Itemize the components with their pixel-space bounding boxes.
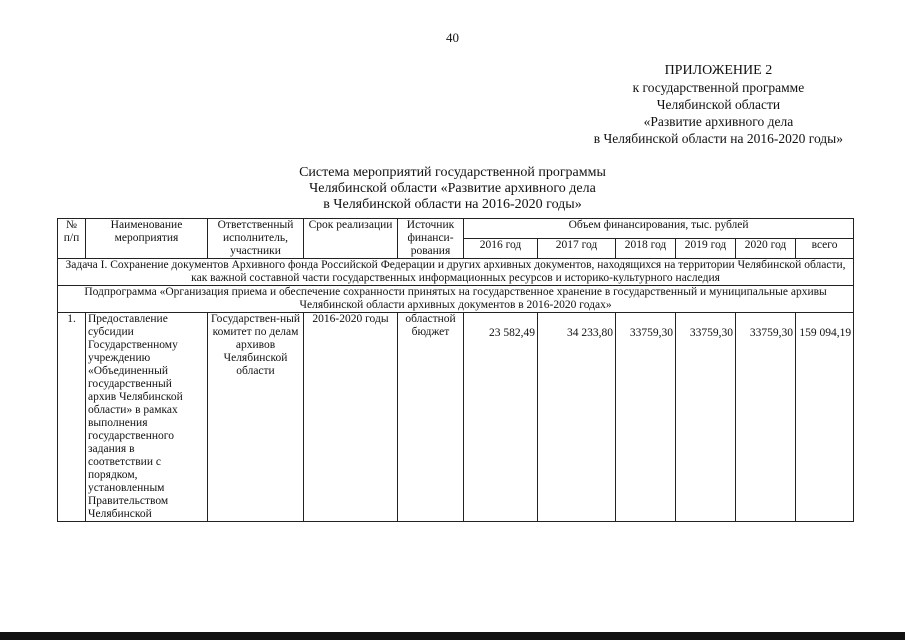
header-financing: Объем финансирования, тыс. рублей	[464, 219, 854, 239]
header-source: Источник финанси-рования	[398, 219, 464, 259]
header-year-2017: 2017 год	[538, 239, 616, 259]
row-name-line: Правительством	[88, 495, 169, 507]
appendix-line: к государственной программе	[632, 80, 805, 95]
appendix-title: ПРИЛОЖЕНИЕ 2	[664, 63, 773, 78]
header-name: Наименование мероприятия	[86, 219, 208, 259]
row-name-line: Предоставление	[88, 313, 168, 325]
row-2017: 34 233,80	[538, 313, 616, 522]
row-2016: 23 582,49	[464, 313, 538, 522]
header-year-2016: 2016 год	[464, 239, 538, 259]
subprogram-text: Подпрограмма «Организация приема и обеспечение сохранности принятых на государственное хранение в государственный и муниципальные архивы Челябинской области архивных документов в 2016-2020 годах»	[58, 286, 854, 313]
row-name-line: соответствии с	[88, 456, 161, 468]
header-year-2018: 2018 год	[616, 239, 676, 259]
row-2020: 33759,30	[736, 313, 796, 522]
row-name-line: архив Челябинской	[88, 391, 183, 403]
header-year-2020: 2020 год	[736, 239, 796, 259]
row-2019: 33759,30	[676, 313, 736, 522]
appendix-line: в Челябинской области на 2016-2020 годы»	[593, 131, 843, 146]
header-term: Срок реализации	[304, 219, 398, 259]
row-name-line: государственный	[88, 378, 172, 390]
row-source: областной бюджет	[398, 313, 464, 522]
row-name-line: выполнения	[88, 417, 148, 429]
appendix-line: Челябинской области	[656, 97, 781, 112]
row-name-line: государственного	[88, 430, 174, 442]
task-row	[58, 259, 854, 286]
header-year-2019: 2019 год	[676, 239, 736, 259]
table-row	[58, 313, 854, 522]
row-executor: Государствен-ный комитет по делам архивов Челябинской области	[208, 313, 304, 522]
header-num: № п/п	[58, 219, 86, 259]
header-total: всего	[796, 239, 854, 259]
row-name-line: субсидии	[88, 326, 134, 338]
appendix-block	[594, 62, 843, 147]
header-executor: Ответственный исполнитель, участники	[208, 219, 304, 259]
table-header-row	[58, 219, 854, 239]
row-name-line: установленным	[88, 482, 165, 494]
row-name-line: Государственному	[88, 339, 178, 351]
row-name-line: области» в рамках	[88, 404, 178, 416]
task-text: Задача I. Сохранение документов Архивного фонда Российской Федерации и других архивных документов, находящихся на территории Челябинской области, как важной составной части государственных информационных ресурсов и историко-культурного наследия	[58, 259, 854, 286]
document-title	[250, 165, 655, 213]
document-title-line: Челябинской области «Развитие архивного дела	[309, 181, 596, 196]
row-name-line: «Объединенный	[88, 365, 168, 377]
document-title-line: в Челябинской области на 2016-2020 годы»	[323, 197, 582, 212]
appendix-line: «Развитие архивного дела	[643, 114, 794, 129]
document-title-line: Система мероприятий государственной программы	[299, 165, 606, 180]
row-term: 2016-2020 годы	[304, 313, 398, 522]
subprogram-row	[58, 286, 854, 313]
row-total: 159 094,19	[796, 313, 854, 522]
row-name-line: порядком,	[88, 469, 138, 481]
row-name-line: учреждению	[88, 352, 151, 364]
row-2018: 33759,30	[616, 313, 676, 522]
row-name	[86, 313, 208, 522]
scan-bottom-border	[0, 632, 905, 640]
row-name-line: задания в	[88, 443, 135, 455]
row-num: 1.	[58, 313, 86, 522]
page-number: 40	[446, 30, 459, 45]
measures-table	[57, 218, 854, 522]
row-name-line: Челябинской	[88, 508, 152, 520]
